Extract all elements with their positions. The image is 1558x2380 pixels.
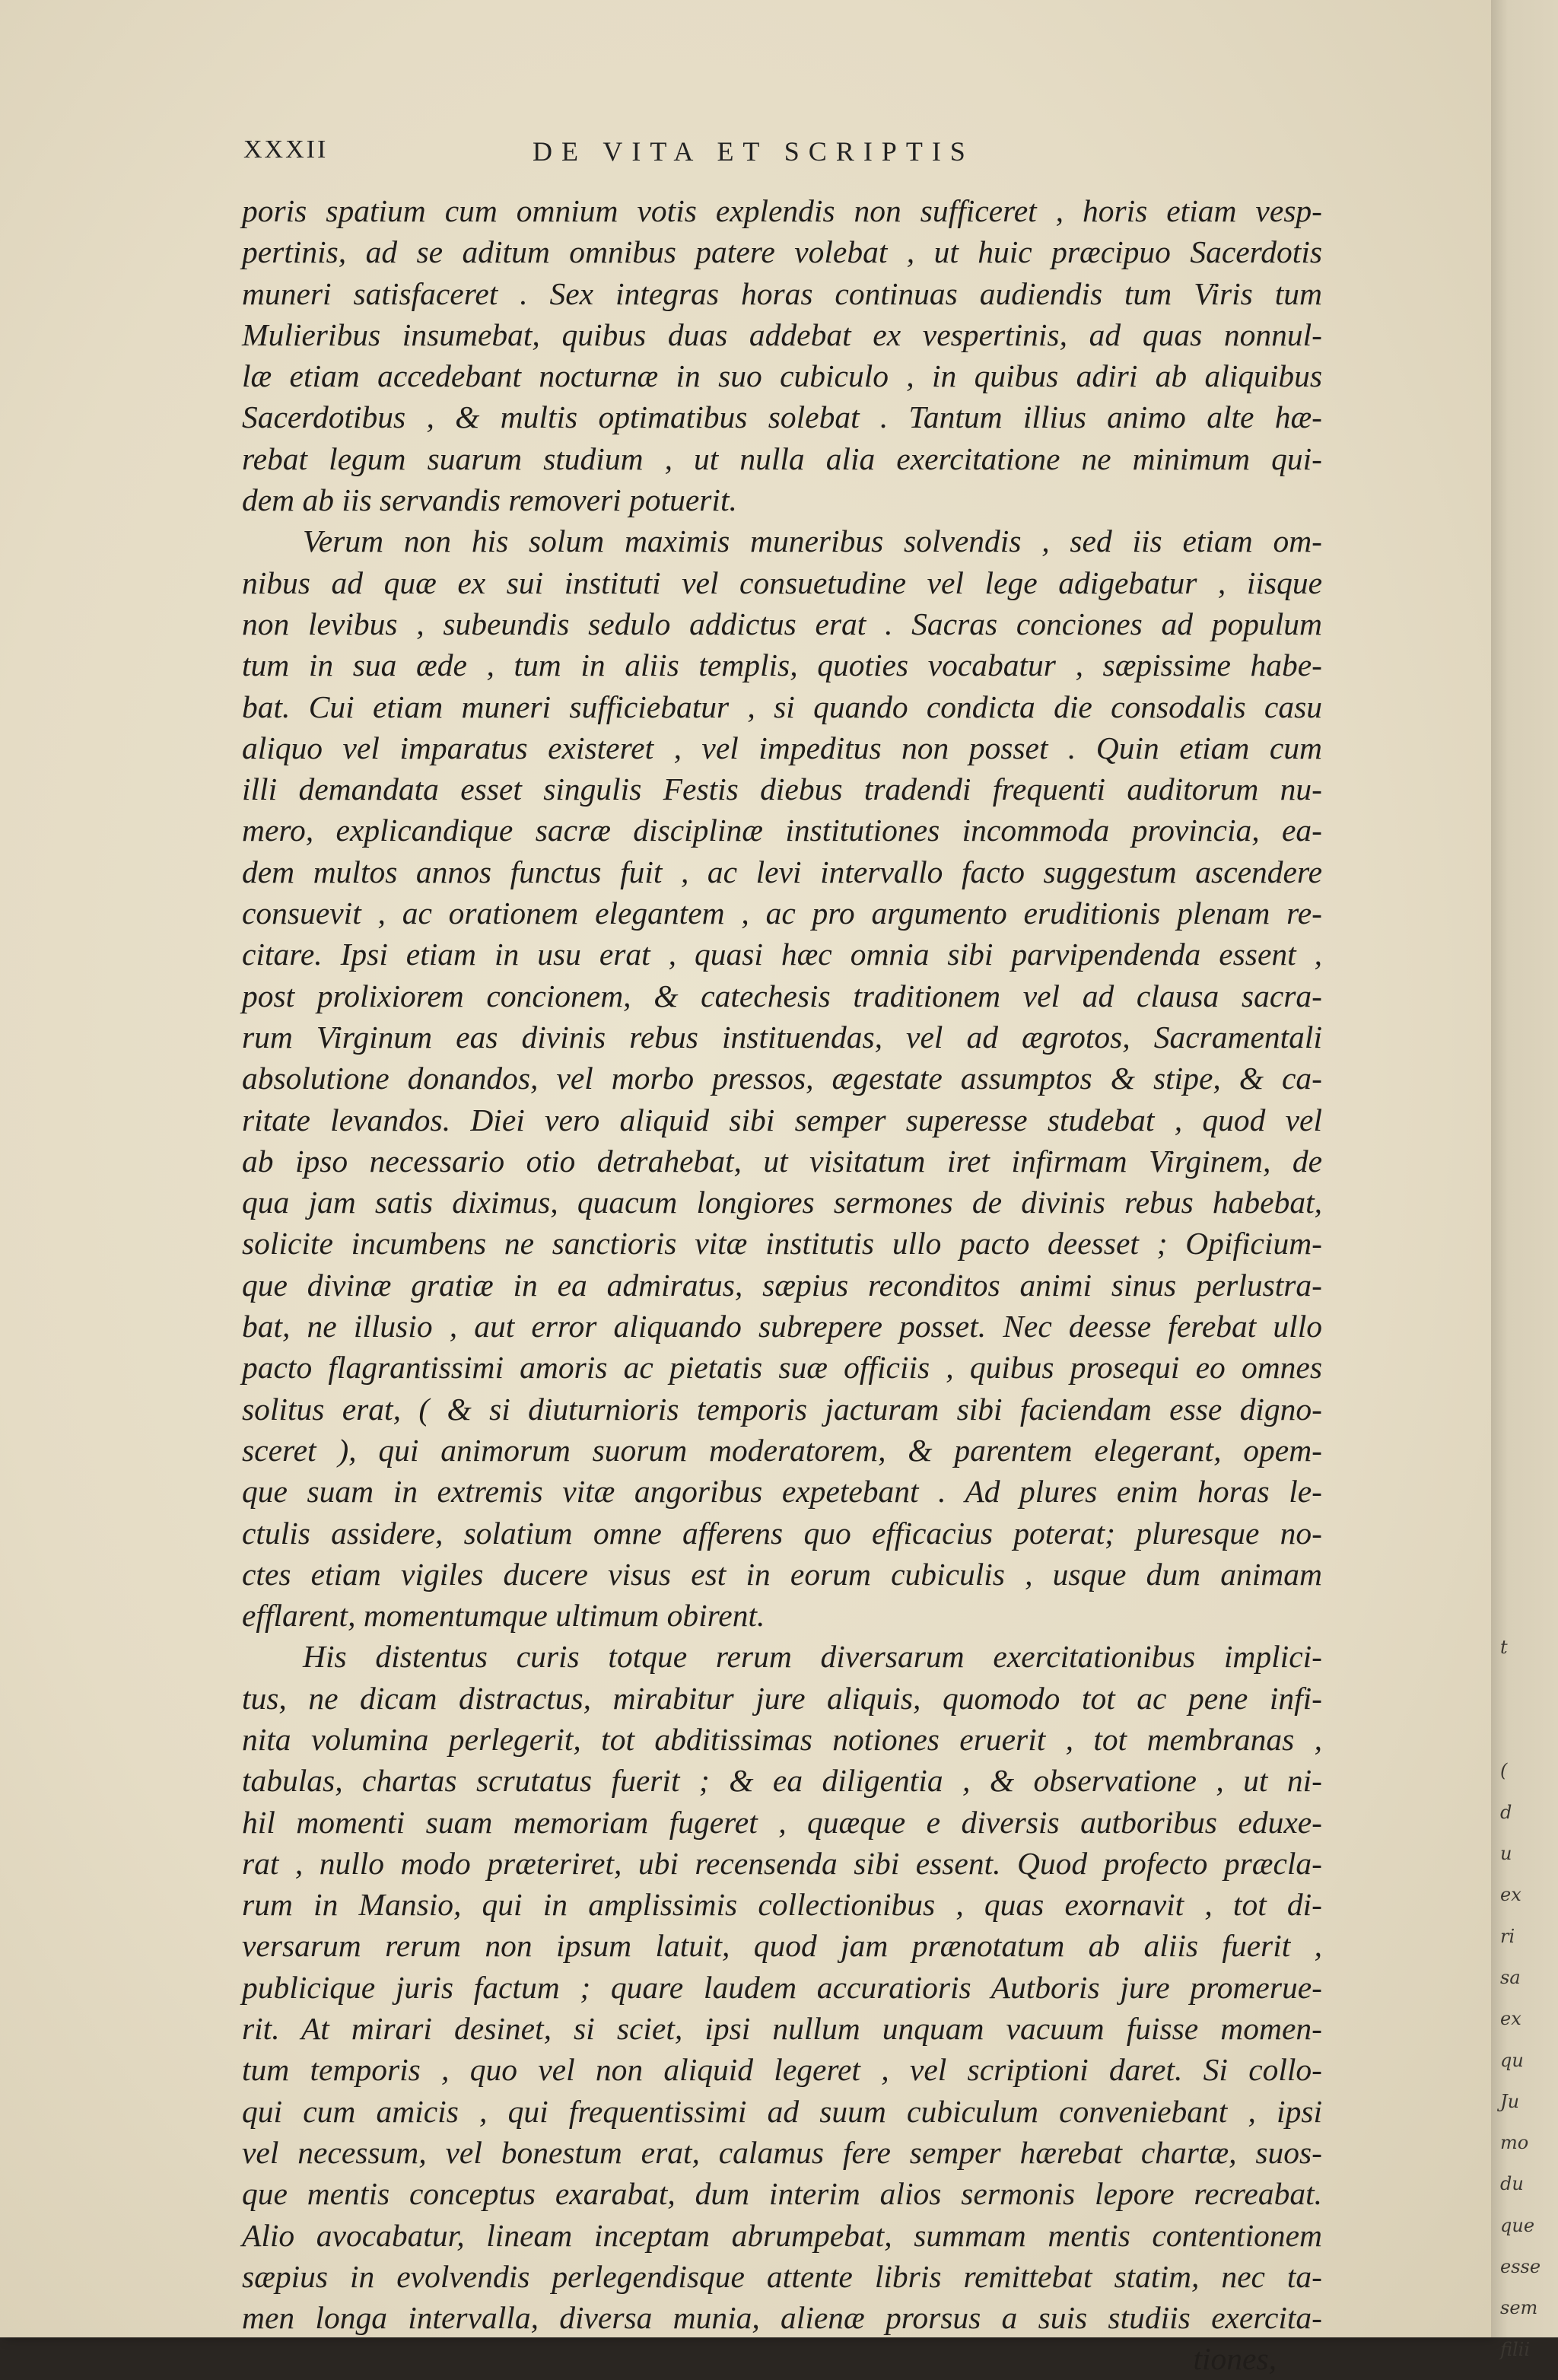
- adjacent-page-fragment: (: [1500, 1760, 1508, 1782]
- text-line: consuevit , ac orationem elegantem , ac pro argumento eruditionis plenam re-: [242, 896, 1322, 931]
- running-title: DE VITA ET SCRIPTIS: [533, 136, 975, 167]
- text-line: læ etiam accedebant nocturnæ in suo cubiculo , in quibus adiri ab aliquibus: [242, 358, 1322, 394]
- text-line: bat. Cui etiam muneri sufficiebatur , si quando condicta die consodalis casu: [242, 689, 1322, 724]
- text-line: rat , nullo modo præteriret, ubi recensenda sibi essent. Quod profecto præcla-: [242, 1845, 1322, 1881]
- text-line: muneri satisfaceret . Sex integras horas continuas audiendis tum Viris tum: [242, 275, 1322, 311]
- text-line: rum Virginum eas divinis rebus instituendas, vel ad ægrotos, Sacramentali: [242, 1019, 1322, 1055]
- text-line: solicite incumbens ne sanctioris vitæ institutis ullo pacto deesset ; Opificium-: [242, 1226, 1322, 1262]
- adjacent-page-fragment: esse: [1500, 2256, 1541, 2277]
- text-line: nibus ad quæ ex sui instituti vel consuetudine vel lege adigebatur , iisque: [242, 565, 1322, 600]
- text-line: ctes etiam vigiles ducere visus est in eorum cubiculis , usque dum animam: [242, 1556, 1322, 1592]
- text-line: publicique juris factum ; quare laudem accuratioris Autboris jure promerue-: [242, 1969, 1322, 2005]
- text-line: absolutione donandos, vel morbo pressos, ægestate assumptos & stipe, & ca-: [242, 1061, 1322, 1096]
- text-line: rebat legum suarum studium , ut nulla alia exercitatione ne minimum qui-: [242, 441, 1322, 476]
- text-line: Verum non his solum maximis muneribus solvendis , sed iis etiam om-: [303, 523, 1322, 559]
- text-line: hil momenti suam memoriam fugeret , quæque e diversis autboribus eduxe-: [242, 1804, 1322, 1840]
- text-line: nita volumina perlegerit, tot abditissimas notiones eruerit , tot membranas ,: [242, 1721, 1322, 1757]
- adjacent-page-fragment: t: [1500, 1636, 1508, 1658]
- adjacent-page-fragment: ex: [1500, 2008, 1521, 2030]
- adjacent-page-fragment: filii: [1500, 2338, 1531, 2360]
- adjacent-page-fragment: sem: [1500, 2297, 1538, 2319]
- adjacent-page-fragment: ri: [1500, 1925, 1515, 1947]
- adjacent-page-fragment: sa: [1500, 1966, 1521, 1988]
- text-line: His distentus curis totque rerum diversarum exercitationibus implici-: [303, 1639, 1322, 1675]
- page-number: XXXII: [243, 135, 329, 164]
- text-line: pacto flagrantissimi amoris ac pietatis suæ officiis , quibus prosequi eo omnes: [242, 1350, 1322, 1386]
- text-line: rum in Mansio, qui in amplissimis collectionibus , quas exornavit , tot di-: [242, 1887, 1322, 1923]
- adjacent-page-edge: [1491, 0, 1558, 2360]
- text-line: pertinis, ad se aditum omnibus patere volebat , ut huic præcipuo Sacerdotis: [242, 234, 1322, 270]
- text-line: Alio avocabatur, lineam inceptam abrumpebat, summam mentis contentionem: [242, 2217, 1322, 2253]
- text-line: poris spatium cum omnium votis explendis non sufficeret , horis etiam vesp-: [242, 193, 1322, 228]
- text-line: tiones,: [1193, 2341, 1277, 2377]
- adjacent-page-fragment: Ju: [1500, 2090, 1520, 2112]
- text-line: que mentis conceptus exarabat, dum interim alios sermonis lepore recreabat.: [242, 2176, 1322, 2212]
- text-line: dem ab iis servandis removeri potuerit.: [242, 482, 737, 518]
- text-line: sceret ), qui animorum suorum moderatorem, & parentem elegerant, opem-: [242, 1432, 1322, 1468]
- text-line: tus, ne dicam distractus, mirabitur jure aliquis, quomodo tot ac pene infi-: [242, 1680, 1322, 1716]
- text-line: Sacerdotibus , & multis optimatibus solebat . Tantum illius animo alte hæ-: [242, 399, 1322, 435]
- text-line: Mulieribus insumebat, quibus duas addebat ex vespertinis, ad quas nonnul-: [242, 317, 1322, 352]
- text-line: que suam in extremis vitæ angoribus expetebant . Ad plures enim horas le-: [242, 1474, 1322, 1510]
- running-head: [243, 135, 1050, 181]
- text-line: efflarent, momentumque ultimum obirent.: [242, 1598, 765, 1634]
- adjacent-page-fragment: d: [1500, 1801, 1512, 1823]
- text-line: qui cum amicis , qui frequentissimi ad suum cubiculum conveniebant , ipsi: [242, 2093, 1322, 2129]
- text-line: aliquo vel imparatus existeret , vel impeditus non posset . Quin etiam cum: [242, 730, 1322, 765]
- text-line: que divinæ gratiæ in ea admiratus, sæpius reconditos animi sinus perlustra-: [242, 1267, 1322, 1303]
- text-line: rit. At mirari desinet, si sciet, ipsi nullum unquam vacuum fuisse momen-: [242, 2011, 1322, 2047]
- text-line: post prolixiorem concionem, & catechesis traditionem vel ad clausa sacra-: [242, 978, 1322, 1013]
- adjacent-page-fragment: u: [1500, 1843, 1512, 1864]
- text-line: dem multos annos functus fuit , ac levi intervallo facto suggestum ascendere: [242, 854, 1322, 889]
- text-line: vel necessum, vel bonestum erat, calamus fere semper hærebat chartæ, suos-: [242, 2134, 1322, 2170]
- text-line: non levibus , subeundis sedulo addictus erat . Sacras conciones ad populum: [242, 606, 1322, 641]
- text-line: solitus erat, ( & si diuturnioris temporis jacturam sibi faciendam esse digno-: [242, 1391, 1322, 1427]
- text-line: illi demandata esset singulis Festis diebus tradendi frequenti auditorum nu-: [242, 772, 1322, 807]
- text-line: citare. Ipsi etiam in usu erat , quasi hæc omnia sibi parvipendenda essent ,: [242, 937, 1322, 972]
- text-line: ctulis assidere, solatium omne afferens quo efficacius poterat; pluresque no-: [242, 1515, 1322, 1551]
- text-line: ab ipso necessario otio detrahebat, ut visitatum iret infirmam Virginem, de: [242, 1143, 1322, 1179]
- text-line: bat, ne illusio , aut error aliquando subrepere posset. Nec deesse ferebat ullo: [242, 1309, 1322, 1344]
- adjacent-page-fragment: du: [1500, 2173, 1524, 2195]
- adjacent-page-fragment: mo: [1500, 2132, 1529, 2154]
- text-line: tabulas, chartas scrutatus fuerit ; & ea diligentia , & observatione , ut ni-: [242, 1763, 1322, 1799]
- adjacent-page-fragment: ex: [1500, 1884, 1521, 1906]
- text-line: ritate levandos. Diei vero aliquid sibi semper superesse studebat , quod vel: [242, 1102, 1322, 1138]
- text-line: men longa intervalla, diversa munia, alienæ prorsus a suis studiis exercita-: [242, 2300, 1322, 2336]
- adjacent-page-fragment: qu: [1500, 2049, 1524, 2071]
- text-line: qua jam satis diximus, quacum longiores sermones de divinis rebus habebat,: [242, 1185, 1322, 1220]
- text-line: mero, explicandique sacræ disciplinæ institutiones incommoda provincia, ea-: [242, 813, 1322, 848]
- body-text: [242, 190, 1322, 2380]
- text-line: versarum rerum non ipsum latuit, quod jam prænotatum ab aliis fuerit ,: [242, 1928, 1322, 1964]
- text-line: tum in sua æde , tum in aliis templis, quoties vocabatur , sæpissime habe-: [242, 648, 1322, 683]
- adjacent-page-fragment: que: [1500, 2214, 1535, 2236]
- text-line: sæpius in evolvendis perlegendisque attente libris remittebat statim, nec ta-: [242, 2258, 1322, 2294]
- text-line: tum temporis , quo vel non aliquid legeret , vel scriptioni daret. Si collo-: [242, 2052, 1322, 2088]
